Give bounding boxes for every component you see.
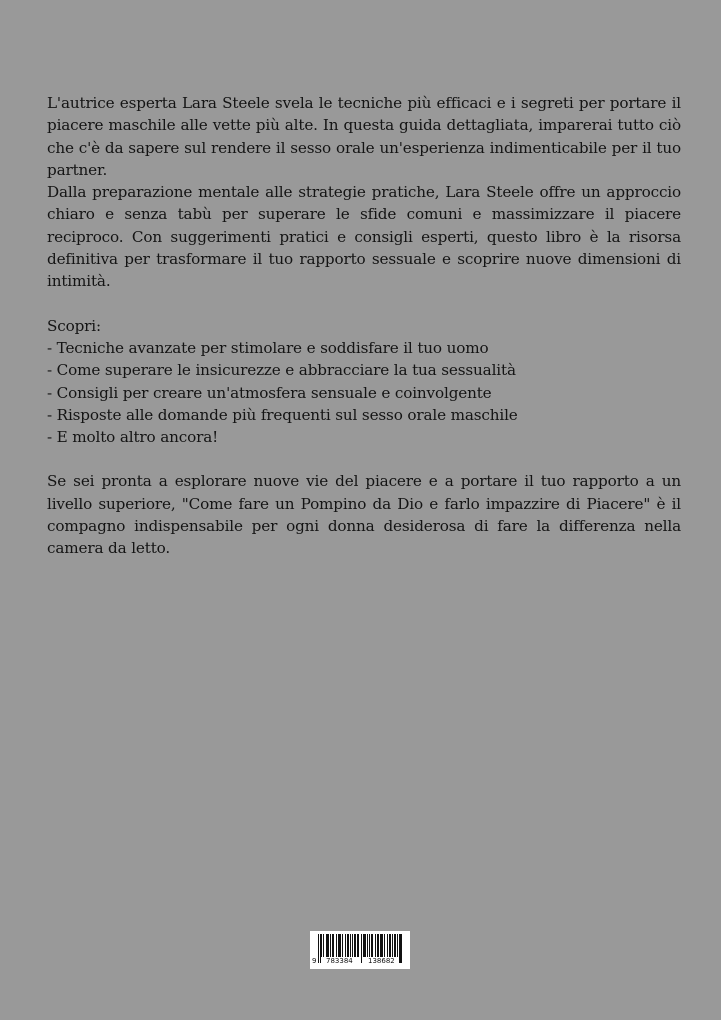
intro-paragraph: L'autrice esperta Lara Steele svela le tecniche più efficaci e i segreti per portare il piacere maschile alle vette più alte. In questa guida dettagliata, imparerai tutto ciò che c'è da sapere sul rendere il sesso orale un'esperienza indimenticabile per il tuo partner.: [47, 94, 681, 179]
barcode-bar: [355, 934, 356, 957]
barcode-bar: [365, 934, 366, 957]
barcode-bar: [372, 934, 373, 957]
barcode-bar: [345, 934, 346, 957]
barcode-bar: [363, 934, 364, 957]
barcode-bar: [371, 934, 372, 957]
barcode-bar: [328, 934, 329, 957]
barcode-bar: [327, 934, 328, 957]
list-item: - Risposte alle domande più frequenti sul sesso orale maschile: [47, 405, 518, 424]
barcode-bar: [364, 934, 365, 957]
list-heading: Scopri:: [47, 316, 101, 335]
barcode-bar: [358, 934, 359, 957]
barcode-bar: [318, 934, 319, 963]
list-item: - Consigli per creare un'atmosfera sensuale e coinvolgente: [47, 383, 492, 402]
barcode-bar: [350, 934, 351, 957]
barcode-bar: [321, 934, 322, 957]
barcode-bar: [326, 934, 327, 957]
barcode-bar: [338, 934, 339, 957]
barcode-bar: [348, 934, 349, 957]
barcode-bar: [333, 934, 334, 957]
list-item: - E molto altro ancora!: [47, 428, 219, 447]
isbn-barcode: [310, 931, 410, 969]
barcode-bar: [401, 934, 402, 963]
barcode-bar: [347, 934, 348, 957]
barcode-bar: [336, 934, 337, 957]
barcode-bar: [342, 934, 343, 957]
barcode-bar: [330, 934, 331, 957]
barcode-bars: [310, 931, 410, 969]
barcode-bar: [390, 934, 391, 957]
barcode-bar: [397, 934, 398, 957]
barcode-bar: [381, 934, 382, 957]
barcode-bar: [323, 934, 324, 957]
barcode-bar: [382, 934, 383, 957]
second-paragraph: Dalla preparazione mentale alle strategie pratiche, Lara Steele offre un approccio chiaro e senza tabù per superare le sfide comuni e massimizzare il piacere reciproco. Con suggerimenti pratici e consigli esperti, questo libro è la risorsa definitiva per trasformare il tuo rapporto sessuale e scoprire nuove dimensioni di intimità.: [47, 183, 681, 291]
barcode-bar: [392, 934, 393, 957]
barcode-bar: [367, 934, 368, 957]
barcode-bar: [352, 934, 353, 957]
barcode-bar: [354, 934, 355, 957]
barcode-bar: [384, 934, 385, 957]
barcode-left-digits: 783384: [326, 957, 353, 965]
barcode-bar: [400, 934, 401, 963]
barcode-bar: [357, 934, 358, 957]
barcode-bar: [378, 934, 379, 957]
barcode-bar: [375, 934, 376, 957]
barcode-right-digits: 138682: [368, 957, 395, 965]
barcode-bar: [339, 934, 340, 957]
barcode-bar: [340, 934, 341, 957]
barcode-bar: [399, 934, 400, 963]
closing-paragraph: Se sei pronta a esplorare nuove vie del piacere e a portare il tuo rapporto a un livello superiore, "Come fare un Pompino da Dio e farlo impazzire di Piacere" è il compagno indispensabile per ogni donna desiderosa di fare la differenza nella camera da letto.: [47, 472, 681, 558]
barcode-bar: [380, 934, 381, 957]
list-item: - Tecniche avanzate per stimolare e soddisfare il tuo uomo: [47, 338, 489, 357]
barcode-bar: [332, 934, 333, 957]
list-item: - Come superare le insicurezze e abbracciare la tua sessualità: [47, 361, 516, 380]
back-cover-text: [47, 92, 681, 560]
barcode-bar: [389, 934, 390, 957]
barcode-bar: [361, 934, 362, 963]
barcode-bar: [369, 934, 370, 957]
barcode-first-digit: 9: [312, 957, 317, 965]
barcode-bar: [377, 934, 378, 957]
barcode-bar: [394, 934, 395, 957]
barcode-bar: [395, 934, 396, 957]
barcode-bar: [387, 934, 388, 957]
barcode-bar: [320, 934, 321, 963]
